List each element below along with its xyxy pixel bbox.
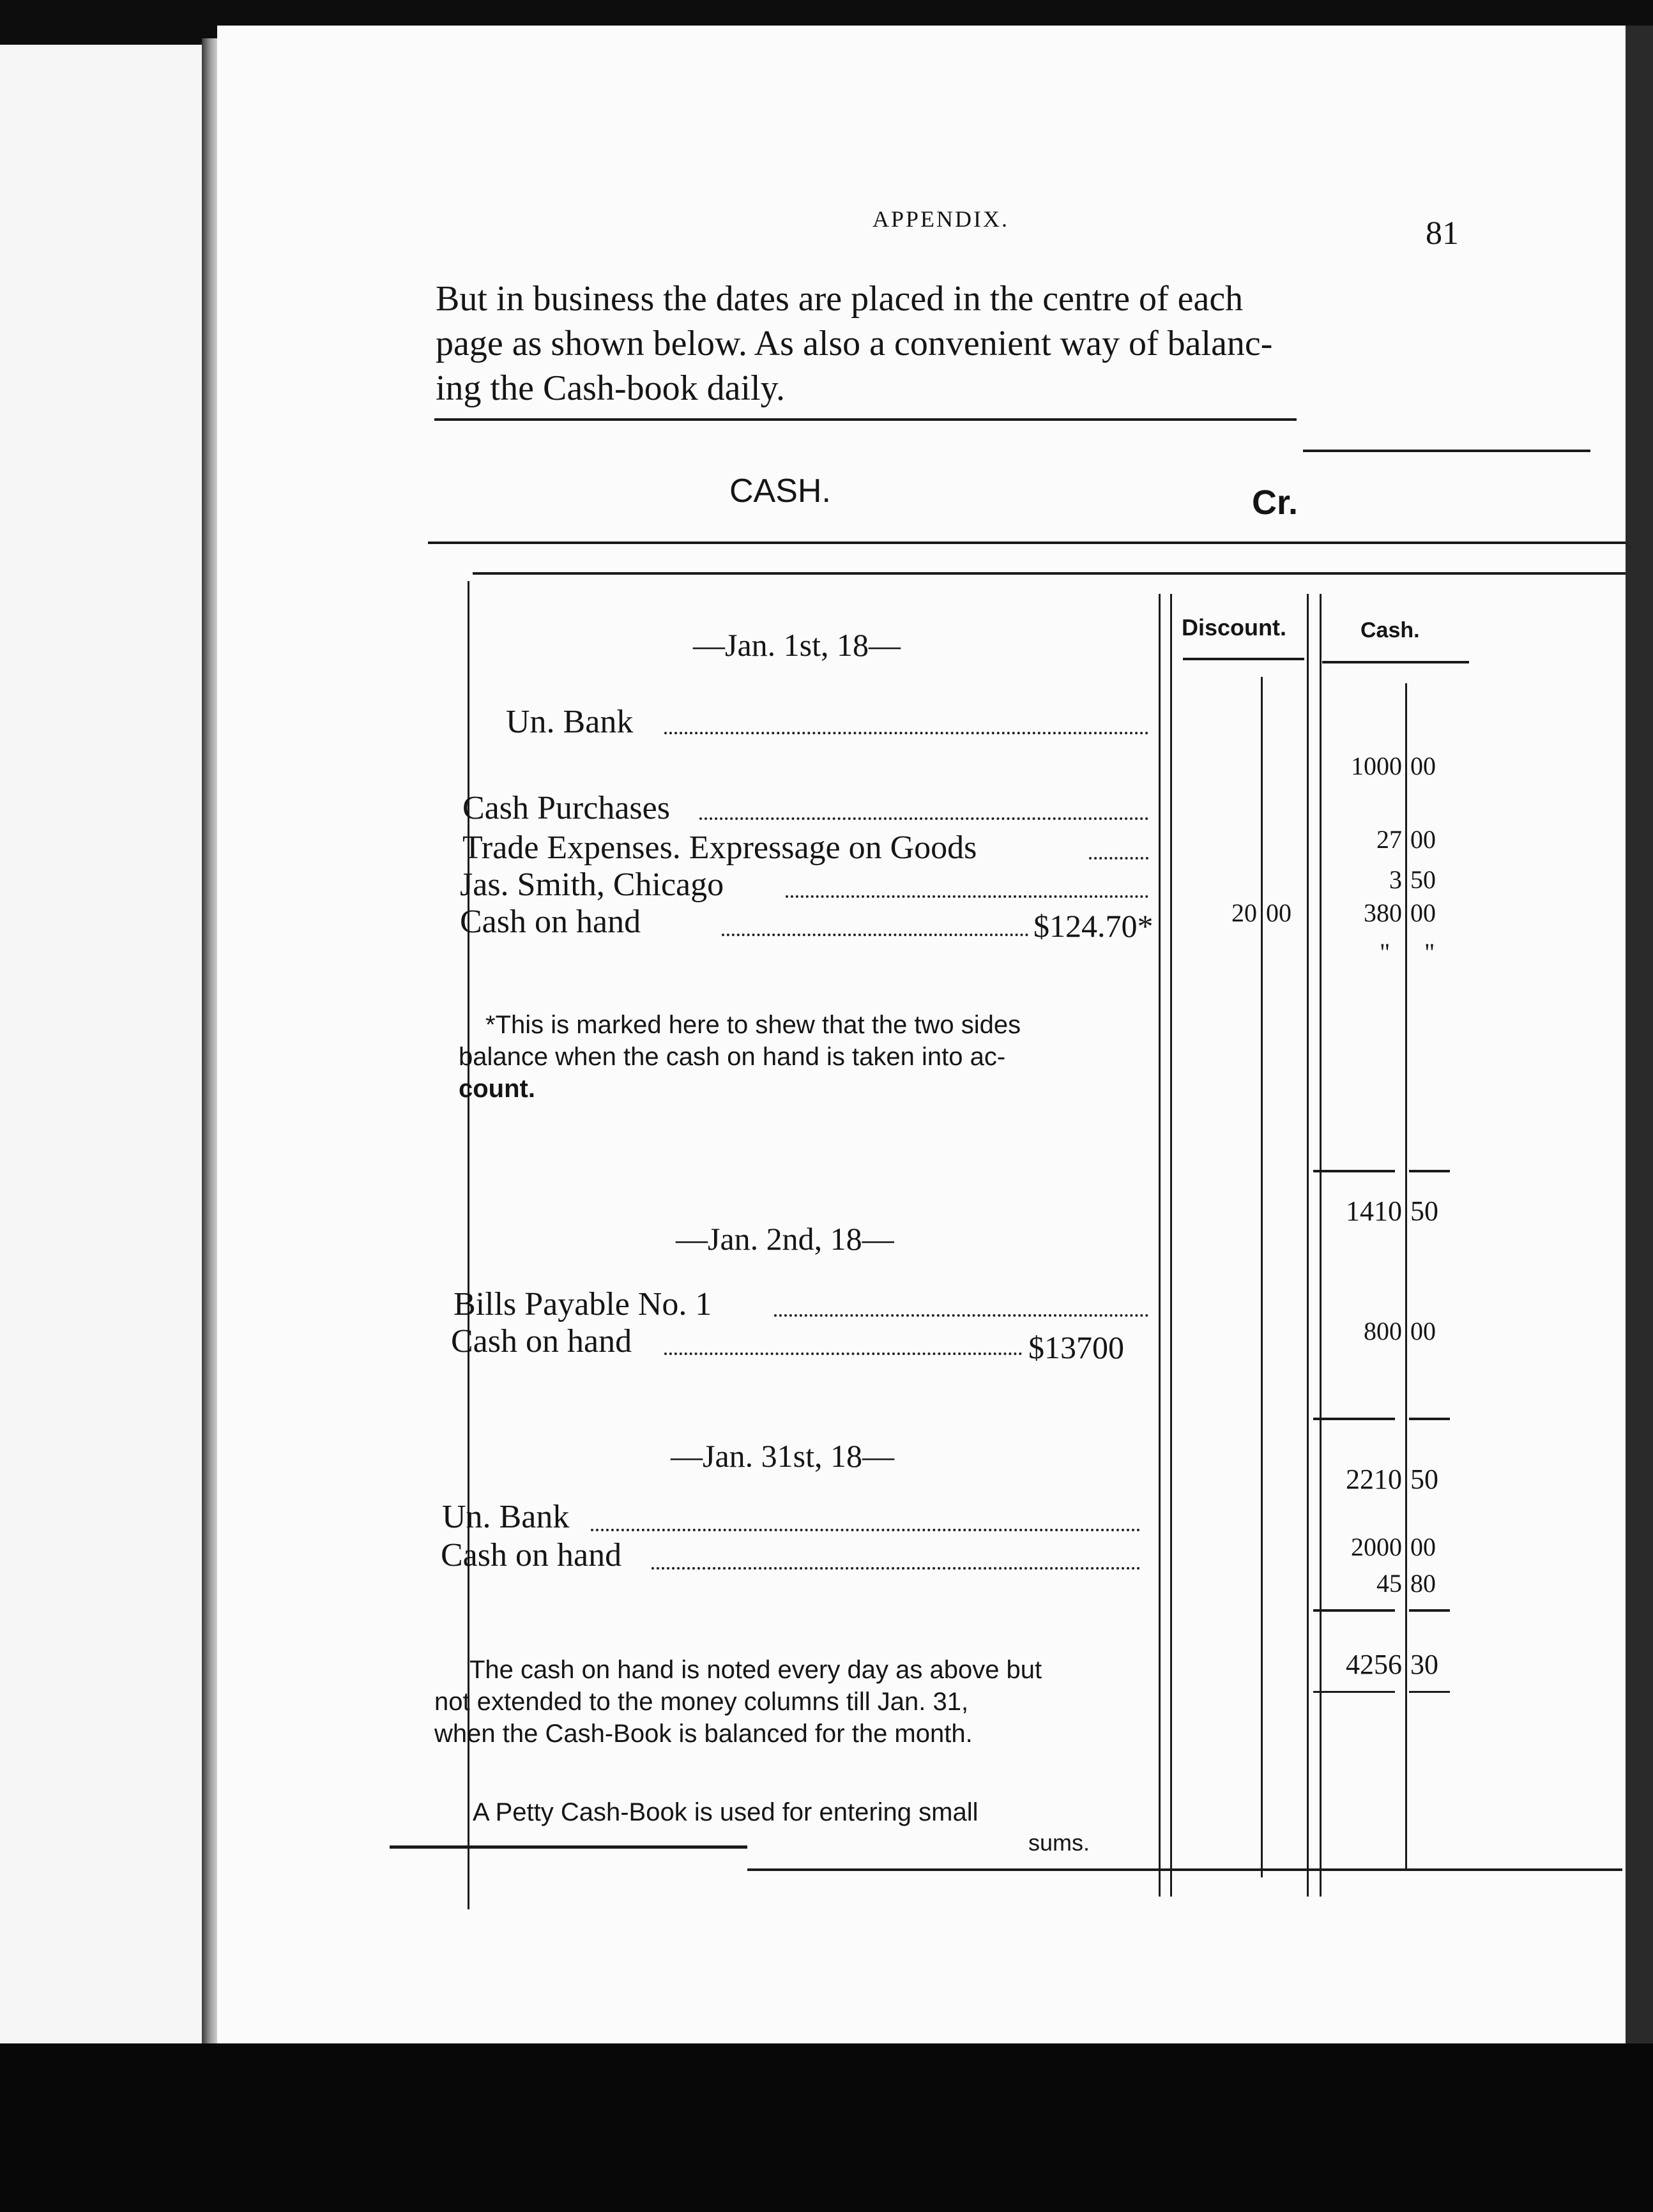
total-dollars: 4256 — [1346, 1649, 1402, 1680]
top-rule — [434, 418, 1297, 421]
cash-dollars: 27 — [1376, 825, 1402, 854]
cash-cents: 00 — [1410, 1317, 1436, 1345]
cash-cents-rule — [1405, 683, 1407, 1871]
total-rule — [1409, 1418, 1450, 1420]
cash-cents: 00 — [1410, 752, 1436, 780]
total-dollars: 1410 — [1346, 1195, 1402, 1227]
header-rule — [428, 542, 1653, 544]
page-edge-shadow — [1626, 26, 1653, 2043]
leader-dots — [786, 895, 1148, 898]
discount-cents-rule — [1261, 677, 1263, 1877]
entry-label: Cash on hand — [441, 1537, 622, 1573]
facing-page-edge — [0, 45, 211, 2075]
column-header-rule — [1322, 661, 1469, 663]
ledger-title: CASH. — [729, 473, 831, 510]
petty-cash-line: sums. — [1028, 1829, 1090, 1856]
ditto-mark: " — [1424, 938, 1435, 967]
petty-cash-line: A Petty Cash-Book is used for entering small — [473, 1798, 979, 1826]
leader-dots — [591, 1529, 1140, 1531]
text-column-rule — [1159, 594, 1161, 1897]
entry-label: Cash on hand — [460, 904, 641, 940]
cash-cents: 50 — [1410, 865, 1436, 894]
book-gutter — [202, 38, 218, 2082]
discount-cents: 00 — [1266, 898, 1291, 927]
leader-dots — [664, 732, 1148, 734]
intro-line: But in business the dates are placed in the centre of each — [436, 279, 1244, 319]
cash-cents: 80 — [1410, 1569, 1436, 1598]
footnote-line: *This is marked here to shew that the two sides — [485, 1011, 1021, 1039]
cash-dollars: 800 — [1364, 1317, 1402, 1345]
leader-dots — [722, 934, 1028, 936]
leader-dots — [699, 817, 1148, 820]
cash-dollars: 45 — [1376, 1569, 1402, 1598]
intro-line: page as shown below. As also a convenient way of balanc- — [436, 324, 1273, 363]
discount-dollars: 20 — [1231, 898, 1257, 927]
book-page — [217, 26, 1626, 2043]
total-rule — [1409, 1609, 1450, 1612]
total-rule — [1409, 1691, 1450, 1693]
column-header-rule — [1183, 658, 1304, 660]
section-date: —Jan. 1st, 18— — [693, 627, 901, 663]
total-rule — [1313, 1418, 1395, 1420]
column-header-cash: Cash. — [1360, 618, 1420, 642]
note-line: The cash on hand is noted every day as above but — [469, 1656, 1042, 1684]
entry-label: Un. Bank — [506, 704, 634, 740]
total-rule — [1313, 1691, 1395, 1693]
leader-dots — [774, 1314, 1148, 1317]
note-line: when the Cash-Book is balanced for the month. — [434, 1720, 973, 1748]
section-date: —Jan. 31st, 18— — [671, 1438, 894, 1474]
bottom-rule — [747, 1868, 1622, 1871]
total-rule — [1313, 1170, 1395, 1172]
cash-cents: 00 — [1410, 1533, 1436, 1561]
total-dollars: 2210 — [1346, 1464, 1402, 1495]
entry-label: Jas. Smith, Chicago — [460, 867, 724, 903]
entry-label: Trade Expenses. Expressage on Goods — [462, 830, 977, 866]
leader-dots — [1089, 857, 1148, 860]
cash-dollars: 1000 — [1351, 752, 1402, 780]
entry-label: Cash on hand — [451, 1323, 632, 1360]
entry-label: Bills Payable No. 1 — [453, 1286, 712, 1322]
entry-label: Un. Bank — [442, 1499, 570, 1535]
inline-amount: $124.70* — [1033, 908, 1154, 944]
total-rule — [1313, 1609, 1395, 1612]
header-rule — [473, 572, 1653, 575]
cash-cents: 00 — [1410, 825, 1436, 854]
footnote-line: balance when the cash on hand is taken into ac- — [459, 1043, 1006, 1071]
cash-dollars: 380 — [1364, 898, 1402, 927]
ledger-side: Cr. — [1252, 483, 1299, 522]
top-rule — [1303, 450, 1590, 452]
intro-line: ing the Cash-book daily. — [436, 368, 785, 408]
cash-cents: 00 — [1410, 898, 1436, 927]
section-date: —Jan. 2nd, 18— — [676, 1221, 894, 1257]
entry-label: Cash Purchases — [462, 790, 670, 826]
cash-dollars: 2000 — [1351, 1533, 1402, 1561]
ditto-mark: " — [1380, 938, 1390, 967]
discount-column-rule — [1307, 594, 1309, 1897]
total-cents: 50 — [1410, 1464, 1438, 1495]
inline-amount: $13700 — [1028, 1329, 1124, 1365]
total-cents: 30 — [1410, 1649, 1438, 1680]
footnote-line: count. — [459, 1075, 535, 1103]
scan-background — [0, 2043, 1653, 2212]
text-column-rule — [1170, 594, 1172, 1897]
cash-dollars: 3 — [1389, 865, 1402, 894]
bottom-rule — [390, 1845, 747, 1849]
running-title: APPENDIX. — [872, 206, 1010, 232]
discount-column-rule — [1320, 594, 1322, 1897]
total-rule — [1409, 1170, 1450, 1172]
note-line: not extended to the money columns till Jan. 31, — [434, 1688, 969, 1716]
leader-dots — [651, 1567, 1140, 1570]
column-header-discount: Discount. — [1182, 614, 1287, 640]
total-cents: 50 — [1410, 1195, 1438, 1227]
page-number: 81 — [1426, 215, 1459, 252]
leader-dots — [664, 1352, 1022, 1355]
